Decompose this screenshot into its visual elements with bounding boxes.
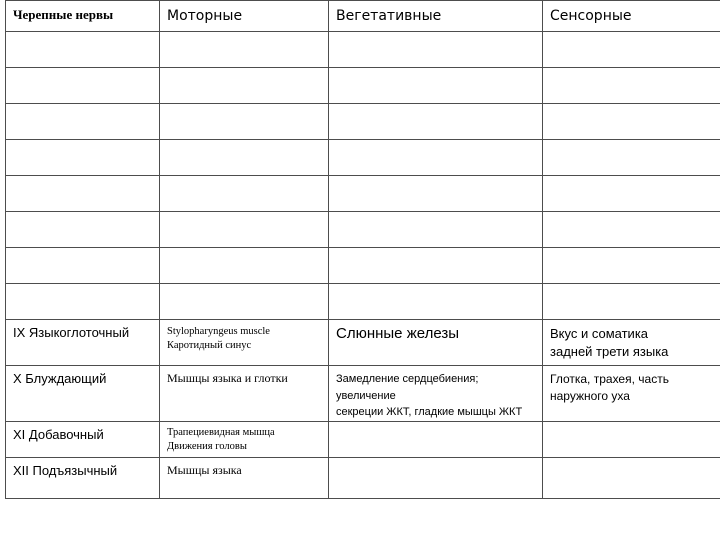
empty-cell [6, 68, 160, 104]
empty-cell [329, 104, 543, 140]
empty-cell [160, 68, 329, 104]
empty-cell [329, 140, 543, 176]
vegetative-cell [329, 457, 543, 498]
motor-cell [160, 421, 329, 457]
empty-row [6, 32, 720, 68]
empty-cell [6, 212, 160, 248]
empty-cell [543, 68, 720, 104]
cranial-nerves-table [5, 0, 720, 499]
header-vegetative: Вегетативные [336, 8, 442, 24]
empty-cell [329, 32, 543, 68]
empty-cell [543, 140, 720, 176]
motor-cell [160, 457, 329, 498]
sensory-cell [543, 320, 720, 366]
empty-cell [160, 212, 329, 248]
empty-cell [6, 140, 160, 176]
empty-cell [329, 248, 543, 284]
sensory-cell [543, 457, 720, 498]
empty-cell [6, 104, 160, 140]
header-cell-vegetative [329, 1, 543, 32]
empty-cell [543, 284, 720, 320]
nerve-name: X Блуждающий [13, 371, 107, 386]
nerve-cell [6, 421, 160, 457]
empty-cell [329, 212, 543, 248]
empty-cell [160, 140, 329, 176]
empty-cell [543, 176, 720, 212]
motor-text: Мышцы языка [167, 462, 242, 477]
vegetative-text [329, 458, 542, 462]
sensory-text: Глотка, трахея, часть наружного уха [550, 372, 669, 404]
empty-row [6, 104, 720, 140]
empty-cell [6, 176, 160, 212]
header-cell-motor [160, 1, 329, 32]
empty-cell [543, 32, 720, 68]
empty-cell [160, 104, 329, 140]
header-cell-sensory [543, 1, 720, 32]
sensory-cell [543, 366, 720, 422]
empty-cell [160, 32, 329, 68]
header-nerves: Черепные нервы [13, 7, 114, 22]
empty-row [6, 68, 720, 104]
empty-row [6, 176, 720, 212]
empty-row [6, 284, 720, 320]
empty-cell [160, 176, 329, 212]
sensory-text [543, 458, 720, 462]
sensory-text [543, 422, 720, 426]
empty-cell [329, 284, 543, 320]
empty-row [6, 140, 720, 176]
vegetative-text [329, 422, 542, 426]
empty-cell [160, 284, 329, 320]
table-row-accessory [6, 421, 720, 457]
empty-cell [6, 248, 160, 284]
table-row-hypoglossal [6, 457, 720, 498]
nerve-name: XI Добавочный [13, 426, 104, 442]
vegetative-text: Замедление сердцебиения; увеличение секреции ЖКТ, гладкие мышцы ЖКТ [336, 373, 523, 418]
nerve-name: IX Языкоглоточный [13, 325, 130, 340]
empty-cell [329, 176, 543, 212]
empty-cell [160, 248, 329, 284]
nerve-cell [6, 457, 160, 498]
vegetative-text: Слюнные железы [336, 325, 459, 342]
empty-cell [543, 248, 720, 284]
table-row-vagus [6, 366, 720, 422]
header-motor: Моторные [167, 8, 243, 24]
empty-cell [6, 32, 160, 68]
sensory-text: Вкус и соматика задней трети языка [550, 326, 669, 360]
empty-row [6, 248, 720, 284]
header-cell-nerves [6, 1, 160, 32]
header-sensory: Сенсорные [550, 8, 632, 24]
motor-text: Мышцы языка и глотки [167, 371, 288, 385]
sensory-cell [543, 421, 720, 457]
empty-cell [6, 284, 160, 320]
motor-cell [160, 366, 329, 422]
vegetative-cell [329, 366, 543, 422]
vegetative-cell [329, 320, 543, 366]
vegetative-cell [329, 421, 543, 457]
empty-cell [543, 104, 720, 140]
motor-text: Трапециевидная мышца Движения головы [167, 426, 275, 453]
motor-cell [160, 320, 329, 366]
table-row-glossopharyngeal [6, 320, 720, 366]
empty-row [6, 212, 720, 248]
nerve-cell [6, 320, 160, 366]
empty-cell [329, 68, 543, 104]
nerve-cell [6, 366, 160, 422]
header-row [6, 1, 720, 32]
motor-text: Stylopharyngeus muscle Каротидный синус [167, 326, 270, 351]
empty-cell [543, 212, 720, 248]
nerve-name: XII Подъязычный [13, 462, 118, 478]
